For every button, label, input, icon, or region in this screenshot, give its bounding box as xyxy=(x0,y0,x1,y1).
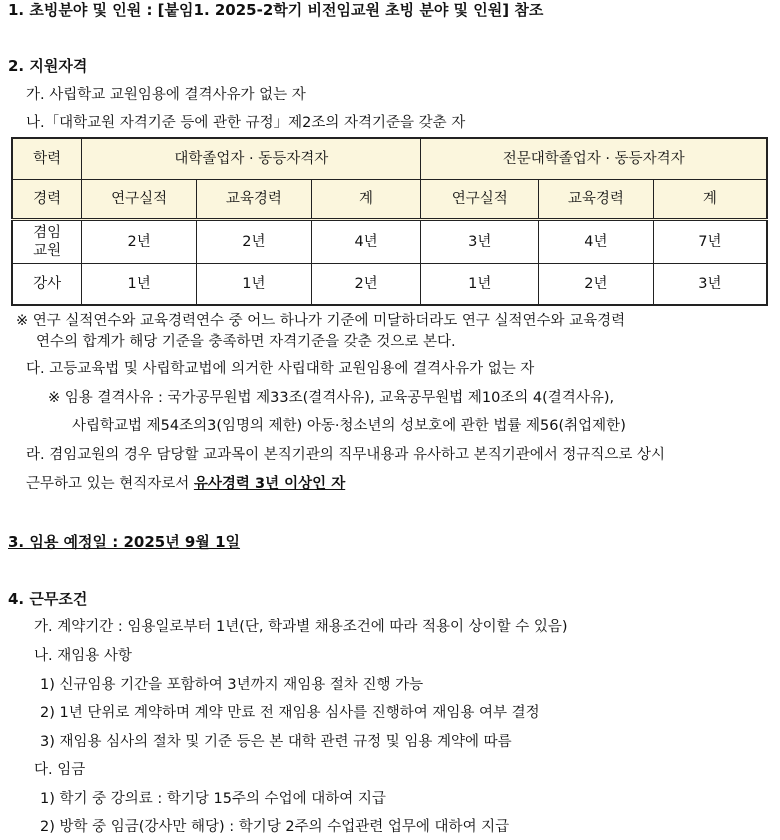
header-group-college: 전문대학졸업자 · 동등자격자 xyxy=(421,138,767,180)
header-teaching: 교육경력 xyxy=(197,180,312,220)
list-item: 2) 방학 중 임금(강사만 해당) : 학기당 2주의 수업관련 업무에 대하여 지급 xyxy=(40,819,510,835)
table-cell: 2년 xyxy=(82,220,197,264)
header-teaching: 교육경력 xyxy=(539,180,654,220)
list-item: 1) 학기 중 강의료 : 학기당 15주의 수업에 대하여 지급 xyxy=(40,791,386,807)
table-cell: 2년 xyxy=(539,264,654,306)
section-1-heading: 1. 초빙분야 및 인원 : [붙임1. 2025-2학기 비전임교원 초빙 분야 및 인원] 참조 xyxy=(8,1,544,19)
section-3-heading: 3. 임용 예정일 : 2025년 9월 1일 xyxy=(8,533,241,551)
header-total: 계 xyxy=(653,180,767,220)
table-cell: 7년 xyxy=(653,220,767,264)
list-item: 3) 재임용 심사의 절차 및 기준 등은 본 대학 관련 규정 및 임용 계약에 따름 xyxy=(40,734,512,750)
note-2-line-1: ※ 임용 결격사유 : 국가공무원법 제33조(결격사유), 교육공무원법 제10조의 4(결격사유), xyxy=(48,390,615,406)
qualification-da: 다. 고등교육법 및 사립학교법에 의거한 사립대학 교원임용에 결격사유가 없는 자 xyxy=(26,361,535,377)
section-2-heading: 2. 지원자격 xyxy=(8,57,88,75)
header-degree-label: 학력 xyxy=(12,138,82,180)
table-cell: 2년 xyxy=(197,220,312,264)
table-row xyxy=(12,264,767,306)
qualification-na: 나.「대학교원 자격기준 등에 관한 규정」제2조의 자격기준을 갖춘 자 xyxy=(26,115,466,131)
table-row xyxy=(12,220,767,264)
header-group-university: 대학졸업자 · 동등자격자 xyxy=(82,138,421,180)
table-header-row-degree xyxy=(12,138,767,180)
ra-line-2-prefix: 근무하고 있는 현직자로서 xyxy=(26,476,194,492)
header-total: 계 xyxy=(311,180,421,220)
list-item: 1) 신규임용 기간을 포함하여 3년까지 재임용 절차 진행 가능 xyxy=(40,677,424,693)
table-cell: 4년 xyxy=(539,220,654,264)
header-research: 연구실적 xyxy=(421,180,539,220)
row-label-adjunct: 겸임 교원 xyxy=(12,220,82,264)
section-4-heading: 4. 근무조건 xyxy=(8,590,88,608)
condition-ga: 가. 계약기간 : 임용일로부터 1년(단, 학과별 채용조건에 따라 적용이 상이할 수 있음) xyxy=(34,619,568,635)
ra-line-2-emphasis: 유사경력 3년 이상인 자 xyxy=(193,476,346,492)
table-header-row-career xyxy=(12,180,767,220)
header-career-label: 경력 xyxy=(12,180,82,220)
note-1-line-1: ※ 연구 실적연수와 교육경력연수 중 어느 하나가 기준에 미달하더라도 연구 실적연수와 교육경력 xyxy=(16,313,626,329)
qualification-ga: 가. 사립학교 교원임용에 결격사유가 없는 자 xyxy=(26,87,306,103)
row-label-lecturer: 강사 xyxy=(12,264,82,306)
table-cell: 3년 xyxy=(653,264,767,306)
qualification-table xyxy=(11,137,768,306)
note-2-line-2: 사립학교법 제54조의3(임명의 제한) 아동·청소년의 성보호에 관한 법률 제56(취업제한) xyxy=(72,418,626,434)
table-cell: 2년 xyxy=(311,264,421,306)
header-research: 연구실적 xyxy=(82,180,197,220)
table-cell: 1년 xyxy=(421,264,539,306)
note-1-line-2: 연수의 합계가 해당 기준을 충족하면 자격기준을 갖춘 것으로 본다. xyxy=(36,334,456,350)
table-cell: 1년 xyxy=(82,264,197,306)
table-cell: 4년 xyxy=(311,220,421,264)
table-cell: 3년 xyxy=(421,220,539,264)
condition-na: 나. 재임용 사항 xyxy=(34,648,132,664)
table-cell: 1년 xyxy=(197,264,312,306)
list-item: 2) 1년 단위로 계약하며 계약 만료 전 재임용 심사를 진행하여 재임용 여부 결정 xyxy=(40,705,540,721)
qualification-ra-line-2 xyxy=(26,474,345,494)
condition-da: 다. 임금 xyxy=(34,762,86,778)
qualification-ra-line-1: 라. 겸임교원의 경우 담당할 교과목이 본직기관의 직무내용과 유사하고 본직기관에서 정규직으로 상시 xyxy=(26,447,665,463)
